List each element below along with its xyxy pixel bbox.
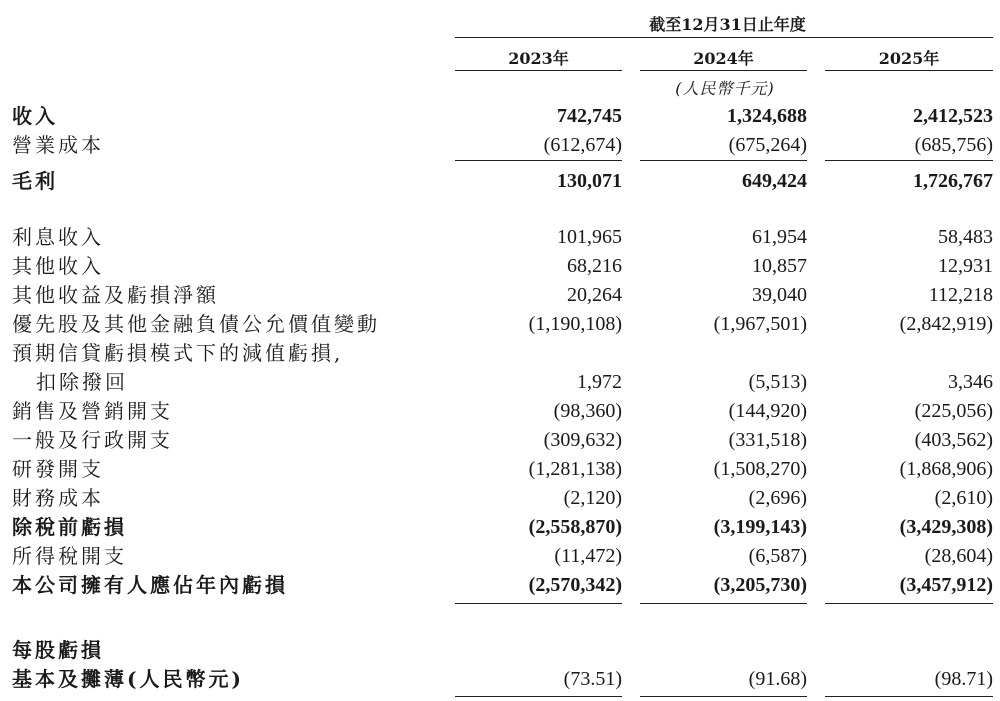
value-2024: (6,587): [748, 545, 807, 567]
value-2024: (331,518): [728, 429, 807, 451]
value-2024: (144,920): [728, 400, 807, 422]
value-2023: 101,965: [557, 226, 622, 248]
bottom-rule-3: [825, 696, 993, 697]
row-label: 營業成本: [12, 133, 104, 157]
table-row-finance-costs: [0, 484, 1000, 513]
row-label: 其他收入: [12, 254, 104, 278]
value-2024: (91.68): [748, 668, 807, 690]
subtotal-rule-2: [640, 160, 807, 161]
value-2024: (3,199,143): [713, 516, 807, 538]
bottom-rule-2: [640, 696, 807, 697]
period-header: 截至12月31日止年度: [649, 15, 806, 34]
bottom-rule-1: [455, 696, 622, 697]
total-rule-3: [825, 603, 993, 604]
table-row-interest-income: [0, 223, 1000, 252]
row-label: 除稅前虧損: [12, 515, 127, 539]
row-label: 優先股及其他金融負債公允價值變動: [12, 312, 380, 336]
value-2025: 58,483: [938, 226, 993, 248]
value-2024: 39,040: [752, 284, 807, 306]
value-2024: 649,424: [742, 170, 807, 192]
value-2024: 1,324,688: [727, 105, 807, 127]
value-2023: (98,360): [553, 400, 622, 422]
value-2023: (1,190,108): [528, 313, 622, 335]
row-label: 扣除撥回: [36, 370, 128, 394]
value-2024: (3,205,730): [713, 574, 807, 596]
value-2024: (675,264): [728, 134, 807, 156]
table-row-net-of-reversal: [0, 368, 1000, 397]
value-2023: 742,745: [557, 105, 622, 127]
value-2023: (2,558,870): [528, 516, 622, 538]
subtotal-rule-1: [455, 160, 622, 161]
value-2025: 3,346: [948, 371, 993, 393]
row-label: 一般及行政開支: [12, 428, 173, 452]
unit-caption: (人民幣千元): [675, 79, 775, 98]
period-underline: [455, 37, 993, 38]
value-2025: (3,457,912): [899, 574, 993, 596]
table-row-income-tax: [0, 542, 1000, 571]
value-2025: (2,842,919): [899, 313, 993, 335]
value-2023: (1,281,138): [528, 458, 622, 480]
value-2023: 68,216: [567, 255, 622, 277]
row-label: 其他收益及虧損淨額: [12, 283, 219, 307]
row-label: 基本及攤薄(人民幣元): [12, 667, 244, 691]
table-row-other-income: [0, 252, 1000, 281]
value-2023: (2,570,342): [528, 574, 622, 596]
year-underline-2023: [455, 70, 622, 71]
value-2025: 12,931: [938, 255, 993, 277]
table-row-selling-marketing: [0, 397, 1000, 426]
year-underline-2024: [640, 70, 807, 71]
value-2023: (73.51): [563, 668, 622, 690]
value-2025: (28,604): [924, 545, 993, 567]
row-label: 研發開支: [12, 457, 104, 481]
table-row-loss-for-year: [0, 571, 1000, 600]
value-2025: (225,056): [914, 400, 993, 422]
value-2025: (1,868,906): [899, 458, 993, 480]
year-2024-header: 2024年: [693, 49, 754, 68]
value-2023: 130,071: [557, 170, 622, 192]
value-2023: (309,632): [543, 429, 622, 451]
value-2023: (2,120): [563, 487, 622, 509]
total-rule-2: [640, 603, 807, 604]
value-2024: (1,508,270): [713, 458, 807, 480]
table-row-gross-profit: [0, 167, 1000, 196]
value-2023: 20,264: [567, 284, 622, 306]
row-label: 每股虧損: [12, 638, 104, 662]
table-row-loss-before-tax: [0, 513, 1000, 542]
value-2025: (403,562): [914, 429, 993, 451]
value-2024: (2,696): [748, 487, 807, 509]
value-2023: (612,674): [543, 134, 622, 156]
table-row-revenue: [0, 102, 1000, 131]
table-row-basic-diluted: [0, 665, 1000, 694]
value-2024: 10,857: [752, 255, 807, 277]
row-label: 收入: [12, 104, 58, 128]
row-label: 預期信貸虧損模式下的減值虧損,: [12, 341, 344, 365]
value-2024: (1,967,501): [713, 313, 807, 335]
table-row-cost-of-sales: [0, 131, 1000, 160]
value-2025: 1,726,767: [913, 170, 993, 192]
table-row-general-admin: [0, 426, 1000, 455]
year-underline-2025: [825, 70, 993, 71]
row-label: 本公司擁有人應佔年內虧損: [12, 573, 288, 597]
row-label: 銷售及營銷開支: [12, 399, 173, 423]
table-row-other-gains-losses: [0, 281, 1000, 310]
value-2023: (11,472): [554, 545, 622, 567]
total-rule-1: [455, 603, 622, 604]
value-2025: 2,412,523: [913, 105, 993, 127]
value-2025: (3,429,308): [899, 516, 993, 538]
table-row-loss-per-share-heading: [0, 636, 1000, 665]
value-2025: 112,218: [928, 284, 993, 306]
subtotal-rule-3: [825, 160, 993, 161]
value-2025: (685,756): [914, 134, 993, 156]
table-row-fair-value-changes: [0, 310, 1000, 339]
year-2023-header: 2023年: [508, 49, 569, 68]
value-2023: 1,972: [577, 371, 622, 393]
row-label: 毛利: [12, 169, 58, 193]
value-2025: (98.71): [934, 668, 993, 690]
row-label: 利息收入: [12, 225, 104, 249]
table-row-rnd: [0, 455, 1000, 484]
row-label: 財務成本: [12, 486, 104, 510]
value-2024: 61,954: [752, 226, 807, 248]
value-2024: (5,513): [748, 371, 807, 393]
table-row-impairment-heading: [0, 339, 1000, 368]
value-2025: (2,610): [934, 487, 993, 509]
row-label: 所得稅開支: [12, 544, 127, 568]
year-2025-header: 2025年: [878, 49, 940, 68]
